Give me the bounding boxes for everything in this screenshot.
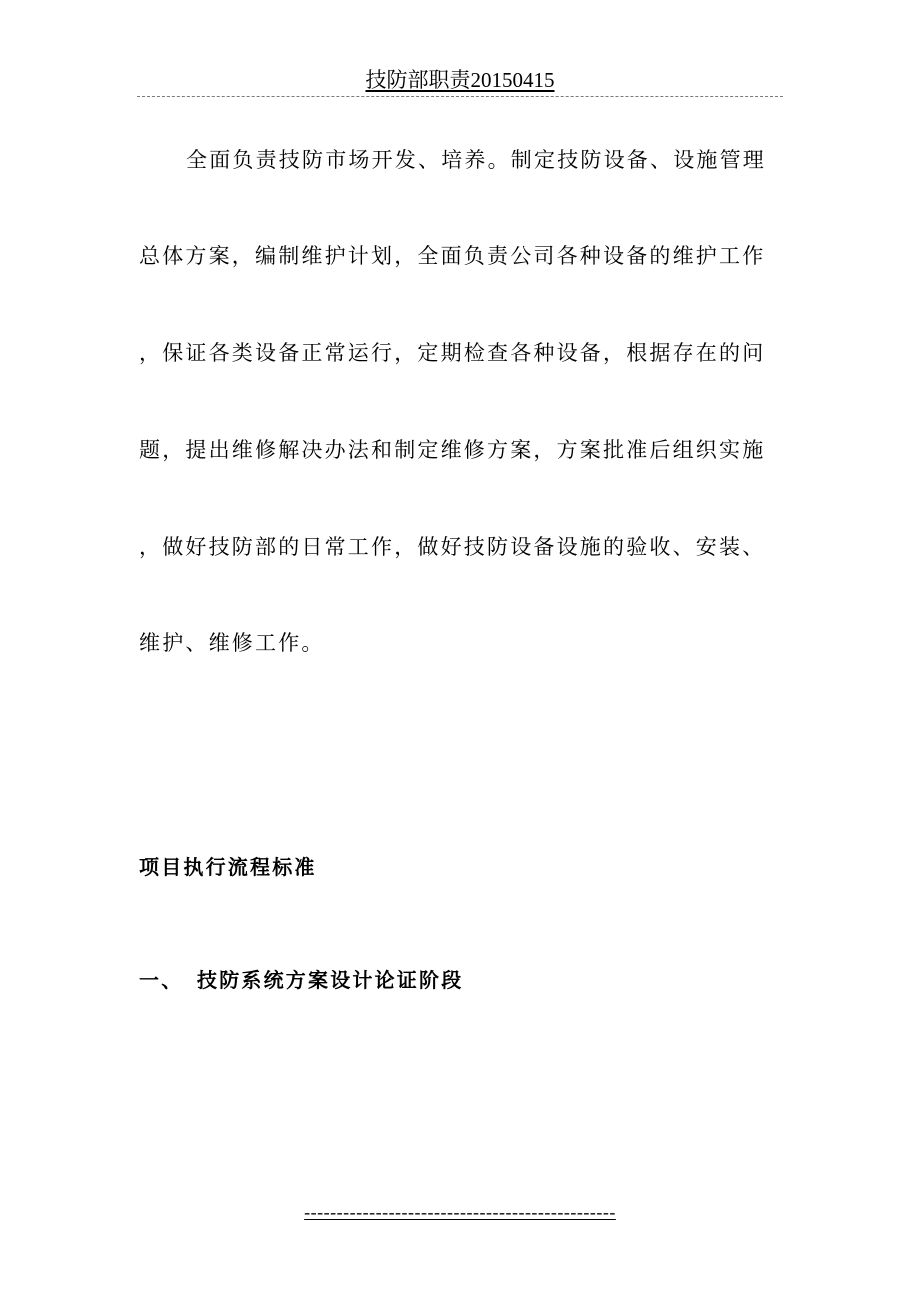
section-heading: 项目执行流程标准 [139,855,317,879]
footer-line: ------------------------------------------------ [304,1202,616,1222]
paragraph-line: 总体方案，编制维护计划，全面负责公司各种设备的维护工作 [139,244,766,268]
subsection-title: 技防系统方案设计论证阶段 [197,968,464,992]
header-title: 技防部职责20150415 [365,68,555,92]
header-divider [137,96,783,97]
subsection-number: 一、 [139,968,184,992]
paragraph-line: 题，提出维修解决办法和制定维修方案，方案批准后组织实施 [139,438,766,462]
paragraph-line: 维护、维修工作。 [139,631,325,655]
paragraph-line: 全面负责技防市场开发、培养。制定技防设备、设施管理 [186,148,766,172]
subsection-heading [139,966,463,994]
paragraph-line: ，做好技防部的日常工作，做好技防设备设施的验收、安装、 [139,535,766,559]
paragraph-line: ，保证各类设备正常运行，定期检查各种设备，根据存在的问 [139,341,766,365]
